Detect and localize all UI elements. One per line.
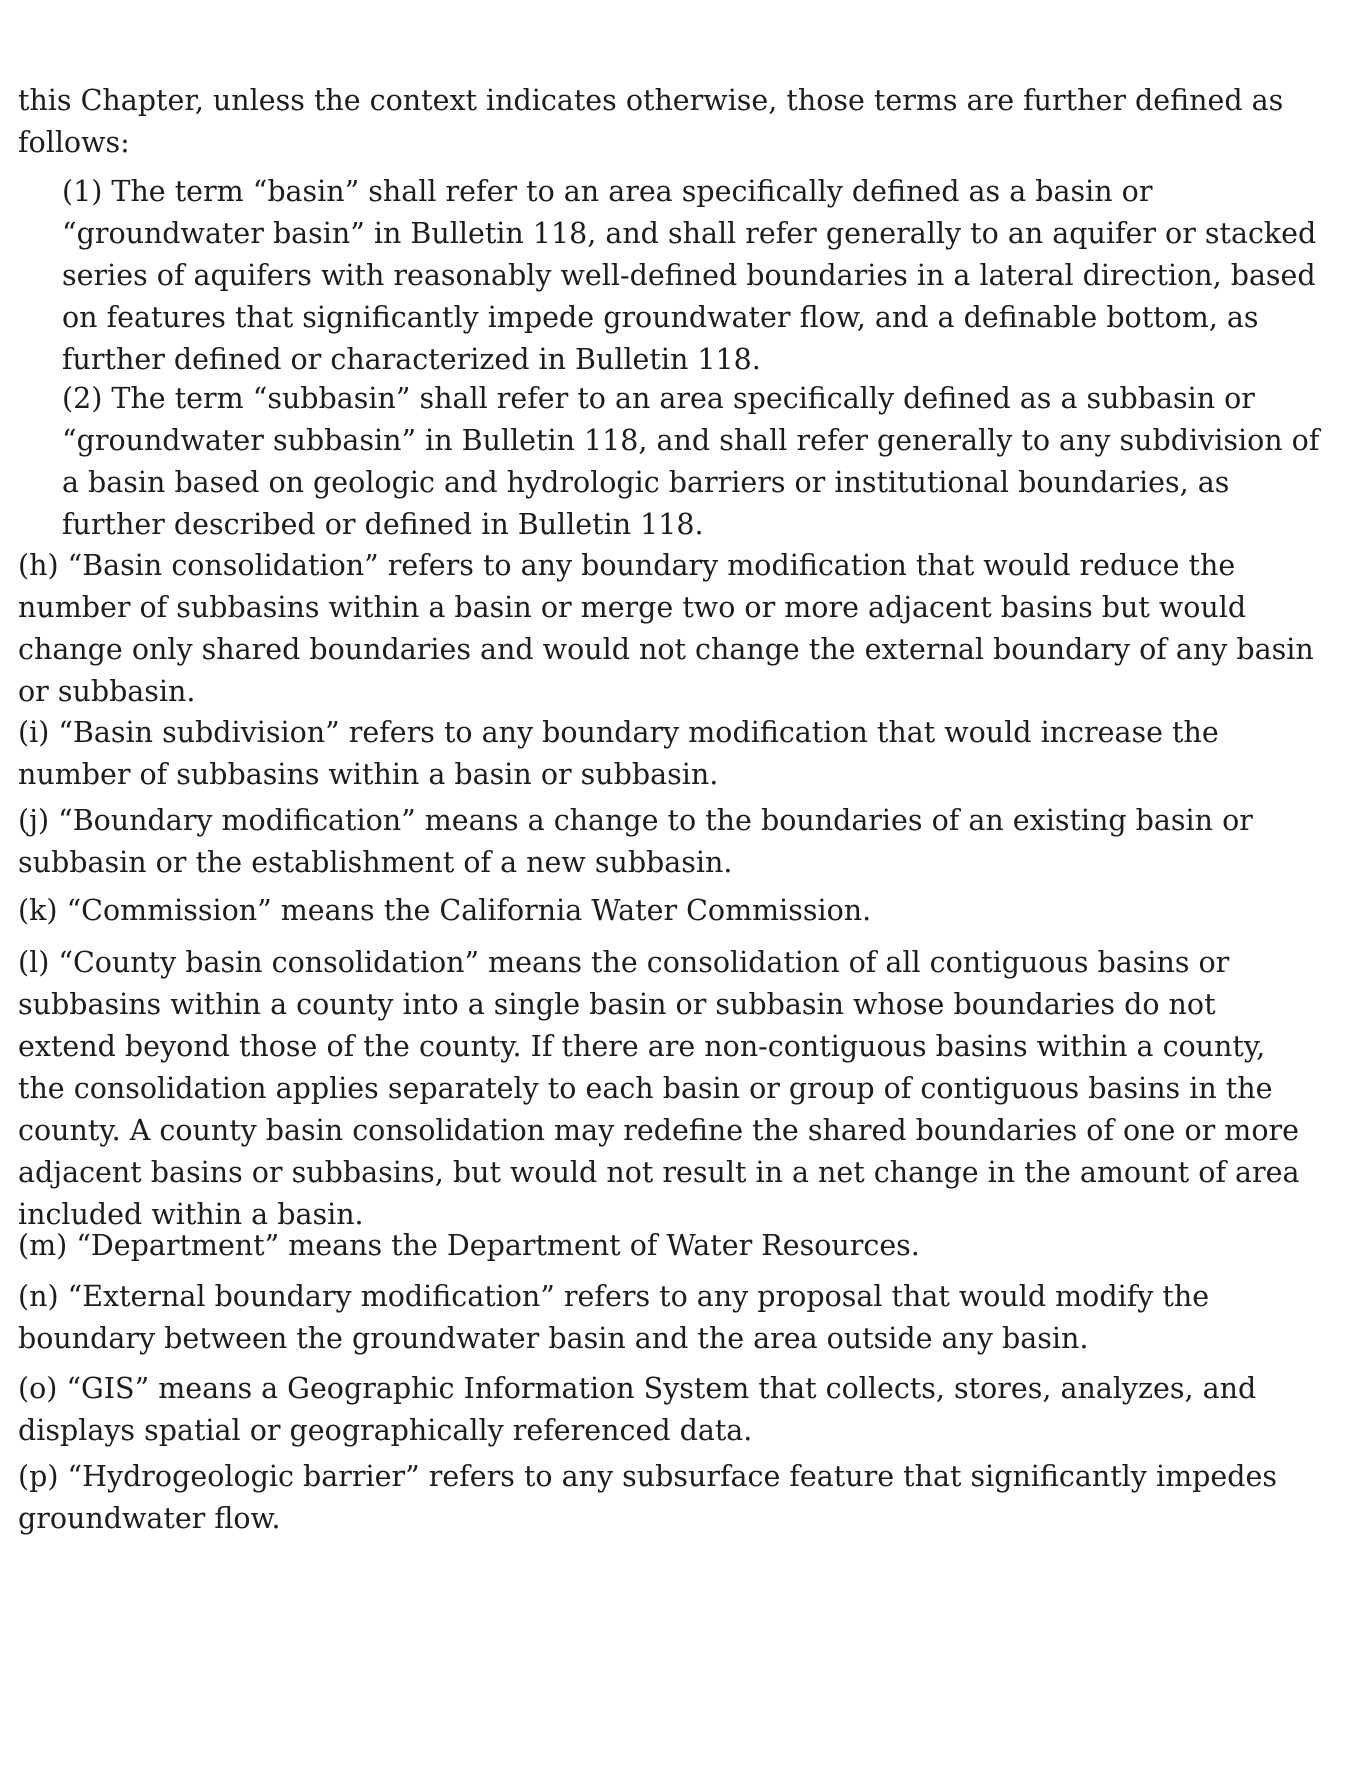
definition-subitem-1-basin: (1) The term “basin” shall refer to an area specifically defined as a basin or “groundwater basin” in Bulletin 118, and shall refer generally to an aquifer or stacked series of aquifers with reasonably well-defined boundaries in a lateral direction, based on features that significantly impede groundwater flow, and a definable bottom, as further defined or characterized in Bulletin 118. — [62, 175, 1317, 376]
definition-j-boundary-modification: (j) “Boundary modification” means a change to the boundaries of an existing basin or subbasin or the establishment of a new subbasin. — [18, 804, 1253, 879]
definition-i-basin-subdivision: (i) “Basin subdivision” refers to any boundary modification that would increase the number of subbasins within a basin or subbasin. — [18, 716, 1219, 791]
definition-l-county-basin-consolidation: (l) “County basin consolidation” means the consolidation of all contiguous basins or subbasins within a county into a single basin or subbasin whose boundaries do not extend beyond those of the county. If there are non-contiguous basins within a county, the consolidation applies separately to each basin or group of contiguous basins in the county. A county basin consolidation may redefine the shared boundaries of one or more adjacent basins or subbasins, but would not result in a net change in the amount of area included within a basin. — [18, 946, 1300, 1231]
definition-subitem-2-subbasin: (2) The term “subbasin” shall refer to an area specifically defined as a subbasin or “groundwater subbasin” in Bulletin 118, and shall refer generally to any subdivision of a basin based on geologic and hydrologic barriers or institutional boundaries, as further described or defined in Bulletin 118. — [62, 382, 1320, 541]
definition-k-commission: (k) “Commission” means the California Water Commission. — [18, 894, 872, 927]
definition-n-external-boundary-modification: (n) “External boundary modification” refers to any proposal that would modify the boundary between the groundwater basin and the area outside any basin. — [18, 1280, 1210, 1355]
definition-h-basin-consolidation: (h) “Basin consolidation” refers to any boundary modification that would reduce the number of subbasins within a basin or merge two or more adjacent basins but would change only shared boundaries and would not change the external boundary of any basin or subbasin. — [18, 549, 1314, 708]
definition-m-department: (m) “Department” means the Department of Water Resources. — [18, 1229, 920, 1262]
intro-paragraph: this Chapter, unless the context indicates otherwise, those terms are further defined as follows: — [18, 84, 1284, 159]
definition-p-hydrogeologic-barrier: (p) “Hydrogeologic barrier” refers to any subsurface feature that significantly impedes groundwater flow. — [18, 1460, 1277, 1535]
definition-o-gis: (o) “GIS” means a Geographic Information System that collects, stores, analyzes, and displays spatial or geographically referenced data. — [18, 1372, 1257, 1447]
